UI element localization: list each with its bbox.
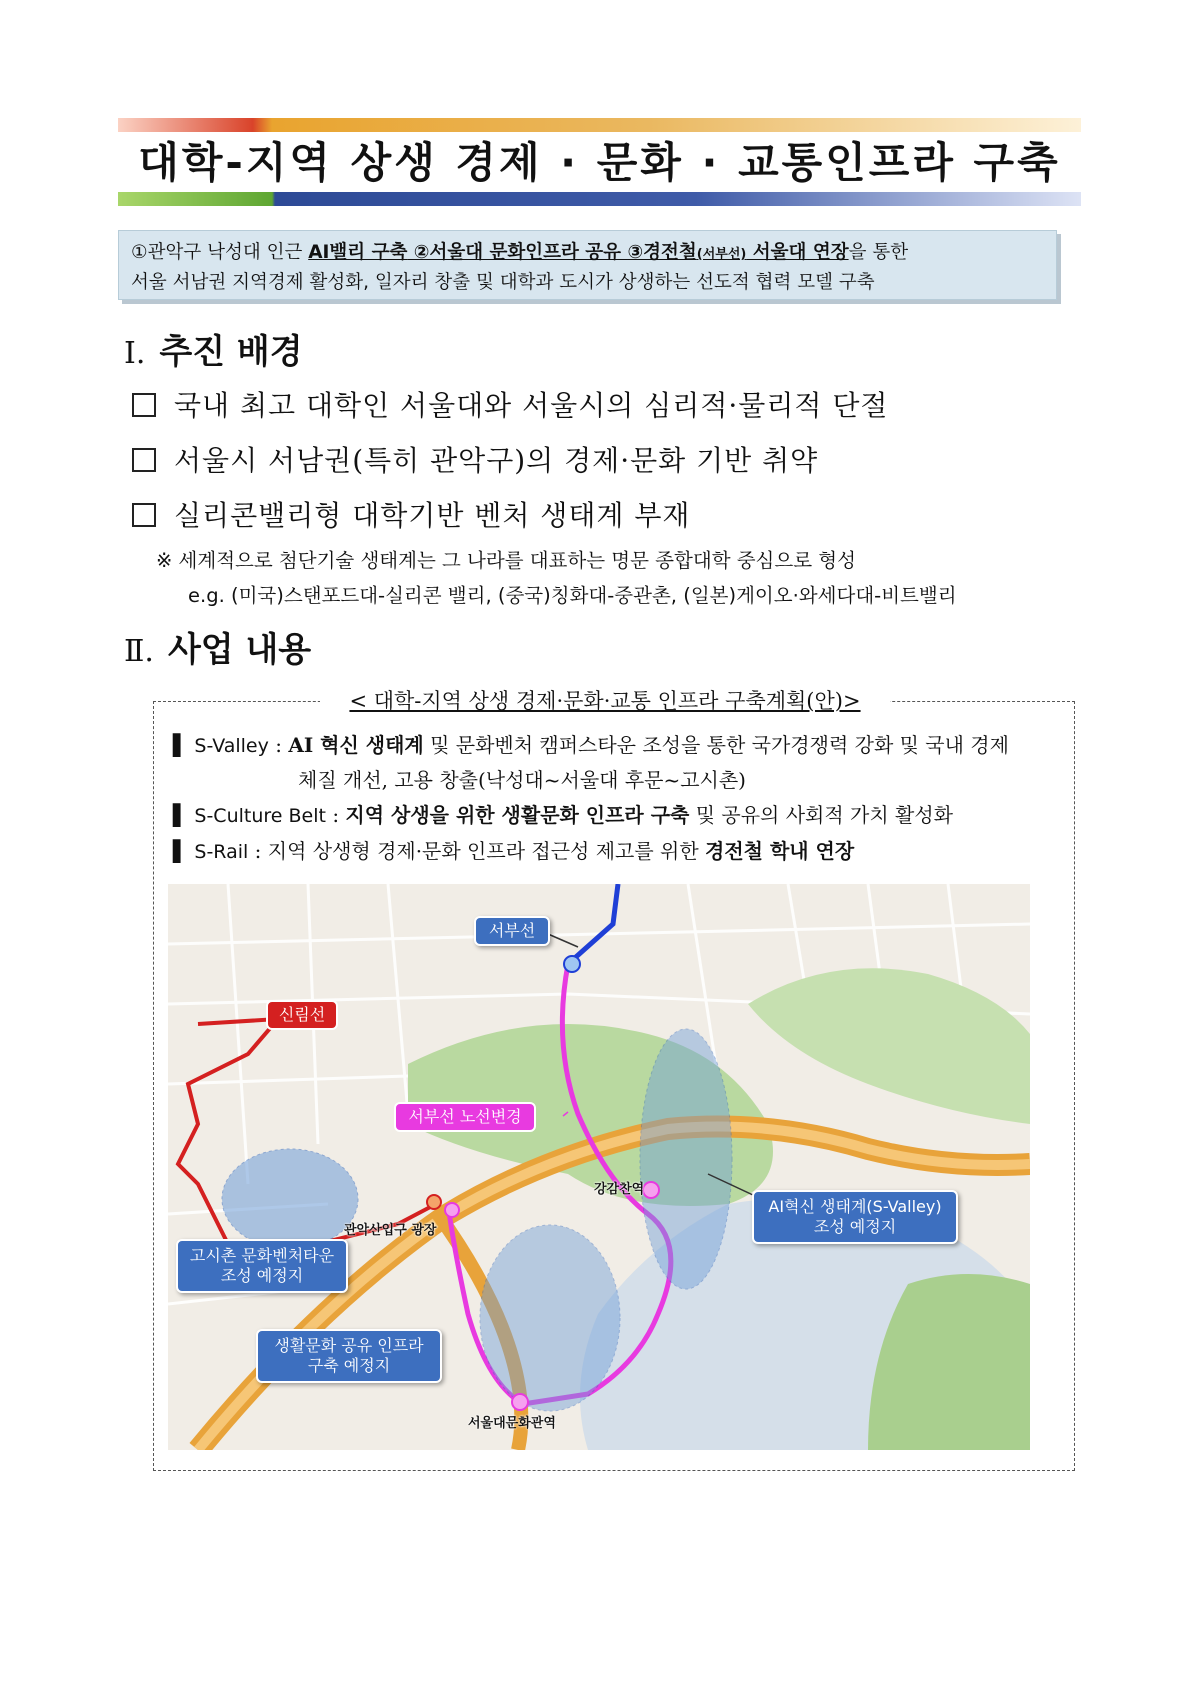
bar-marker-icon: ▌ bbox=[173, 803, 189, 827]
station-marker bbox=[564, 956, 580, 972]
bullet-3-text: 실리콘밸리형 대학기반 벤처 생태계 부재 bbox=[174, 499, 691, 532]
section-1-title: 추진 배경 bbox=[159, 332, 303, 372]
route-change-label: 서부선 노선변경 bbox=[394, 1102, 536, 1132]
plan-title: < 대학-지역 상생 경제·문화·교통 인프라 구축계획(안)> bbox=[320, 686, 890, 716]
s-valley-label: AI혁신 생태계(S-Valley) 조성 예정지 bbox=[752, 1190, 958, 1244]
section-2-number: Ⅱ. bbox=[124, 634, 154, 669]
item-rest: 및 문화벤처 캠퍼스타운 조성을 통한 국가경쟁력 강화 및 국내 경제 bbox=[423, 733, 1009, 757]
station-marker bbox=[445, 1203, 459, 1217]
summary-box bbox=[118, 230, 1057, 300]
summary-part-rail-sub: (서부선) bbox=[696, 247, 747, 262]
station-label-gangam: 강감찬역 bbox=[594, 1182, 645, 1197]
station-marker bbox=[512, 1394, 528, 1410]
summary-part: ①관악구 낙성대 인근 bbox=[131, 242, 309, 263]
summary-part-rail: ③경전철 bbox=[627, 242, 697, 263]
summary-part-ai: AI밸리 구축 bbox=[308, 242, 408, 263]
item-rest: 및 공유의 사회적 가치 활성화 bbox=[689, 803, 953, 827]
summary-part-culture: ②서울대 문화인프라 공유 bbox=[407, 242, 628, 263]
bullet-3 bbox=[132, 496, 690, 536]
bar-marker-icon: ▌ bbox=[173, 733, 189, 757]
bar-marker-icon: ▌ bbox=[173, 839, 189, 863]
checkbox-icon bbox=[132, 503, 156, 527]
plan-item-s-valley: ▌ S-Valley : AI 혁신 생태계 및 문화벤처 캠퍼스타운 조성을 통한 국가경쟁력 강화 및 국내 경제 bbox=[173, 733, 1009, 757]
station-label-gwanak-square: 관악산입구 광장 bbox=[344, 1223, 437, 1238]
summary-line-2: 서울 서남권 지역경제 활성화, 일자리 창출 및 대학과 도시가 상생하는 선도적 협력 모델 구축 bbox=[131, 272, 875, 293]
summary-part-end: 을 통한 bbox=[848, 242, 909, 263]
item-name: S-Rail bbox=[194, 841, 249, 863]
goshichon-zone bbox=[222, 1149, 358, 1249]
example-text: e.g. (미국)스탠포드대-실리콘 밸리, (중국)칭화대-중관촌, (일본)게이오·와세다대-비트밸리 bbox=[188, 584, 957, 607]
note-text: ※ 세계적으로 첨단기술 생태계는 그 나라를 대표하는 명문 종합대학 중심으로 형성 bbox=[156, 549, 856, 572]
item-bold: 경전철 학내 연장 bbox=[705, 839, 855, 863]
station-marker bbox=[427, 1195, 441, 1209]
s-valley-zone bbox=[640, 1029, 732, 1289]
plan-item-s-culture: ▌ S-Culture Belt : 지역 상생을 위한 생활문화 인프라 구축 및 공유의 사회적 가치 활성화 bbox=[173, 803, 953, 827]
item-bold: AI 혁신 생태계 bbox=[288, 733, 424, 757]
item-name: S-Culture Belt bbox=[194, 805, 326, 827]
section-1-heading bbox=[124, 330, 303, 376]
checkbox-icon bbox=[132, 393, 156, 417]
area-map bbox=[168, 884, 1030, 1450]
culture-label: 생활문화 공유 인프라 구축 예정지 bbox=[256, 1329, 442, 1383]
bullet-1-text: 국내 최고 대학인 서울대와 서울시의 심리적·물리적 단절 bbox=[174, 389, 889, 422]
station-label-snu-culture: 서울대문화관역 bbox=[468, 1416, 556, 1431]
bullet-1 bbox=[132, 386, 888, 426]
section-2-heading bbox=[124, 628, 311, 674]
page-title: 대학-지역 상생 경제 · 문화 · 교통인프라 구축 bbox=[138, 138, 1061, 187]
bullet-2 bbox=[132, 441, 818, 481]
section-1-number: Ⅰ. bbox=[124, 336, 146, 371]
station-marker bbox=[643, 1182, 659, 1198]
summary-line-1 bbox=[131, 239, 1044, 269]
goshichon-label: 고시촌 문화벤처타운 조성 예정지 bbox=[176, 1239, 348, 1293]
sillim-line-label: 신림선 bbox=[266, 1000, 338, 1030]
summary-part-snu: 서울대 연장 bbox=[746, 242, 849, 263]
checkbox-icon bbox=[132, 448, 156, 472]
plan-item-s-valley-cont: 체질 개선, 고용 창출(낙성대~서울대 후문~고시촌) bbox=[298, 768, 746, 792]
item-bold: 지역 상생을 위한 생활문화 인프라 구축 bbox=[345, 803, 690, 827]
title-bar-top bbox=[118, 118, 1081, 132]
item-name: S-Valley bbox=[194, 735, 269, 757]
seobu-line-label: 서부선 bbox=[474, 916, 550, 946]
culture-zone bbox=[480, 1225, 620, 1411]
plan-item-s-rail: ▌ S-Rail : 지역 상생형 경제·문화 인프라 접근성 제고를 위한 경전철 학내 연장 bbox=[173, 839, 855, 863]
item-pre: 지역 상생형 경제·문화 인프라 접근성 제고를 위한 bbox=[267, 839, 706, 863]
title-bar-bottom bbox=[118, 192, 1081, 206]
section-2-title: 사업 내용 bbox=[167, 630, 312, 670]
bullet-2-text: 서울시 서남권(특히 관악구)의 경제·문화 기반 취약 bbox=[174, 444, 819, 477]
